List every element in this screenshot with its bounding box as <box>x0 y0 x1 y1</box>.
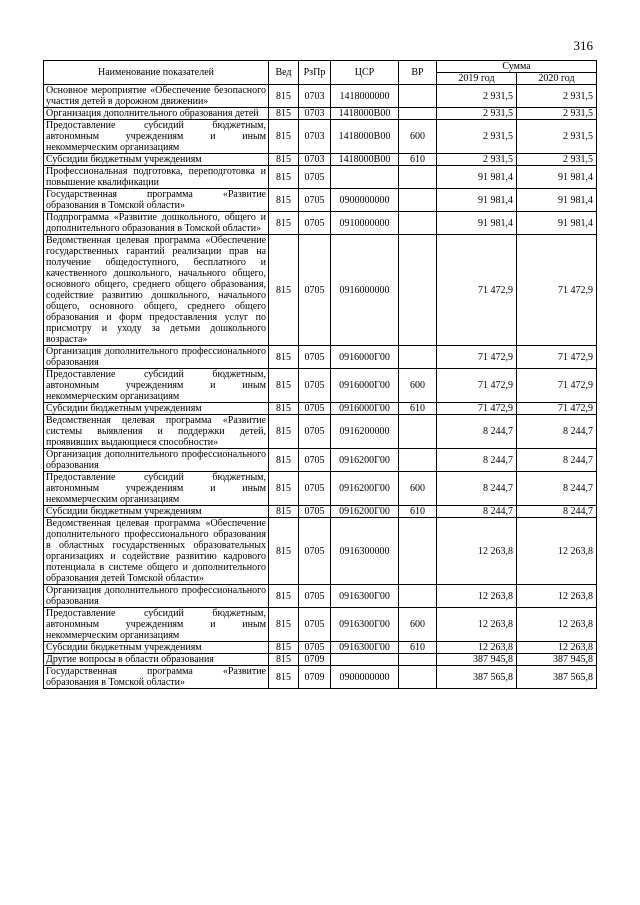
table-row <box>44 585 597 608</box>
row-vr <box>399 108 437 120</box>
row-sum-2019: 91 981,4 <box>437 189 517 212</box>
table-row <box>44 346 597 369</box>
row-sum-2019: 8 244,7 <box>437 506 517 518</box>
row-sum-2020: 8 244,7 <box>517 472 597 506</box>
row-vr <box>399 666 437 689</box>
row-name: Субсидии бюджетным учреждениям <box>44 642 269 654</box>
row-csr: 0916300000 <box>331 518 399 585</box>
row-rzpr: 0709 <box>299 666 331 689</box>
row-name: Организация дополнительного профессионального образования <box>44 449 269 472</box>
row-sum-2020: 12 263,8 <box>517 585 597 608</box>
row-sum-2019: 71 472,9 <box>437 369 517 403</box>
table-row <box>44 120 597 154</box>
header-ved: Вед <box>269 61 299 85</box>
row-csr: 0916200Г00 <box>331 449 399 472</box>
row-csr: 1418000В00 <box>331 120 399 154</box>
row-rzpr: 0705 <box>299 189 331 212</box>
row-sum-2020: 2 931,5 <box>517 85 597 108</box>
row-sum-2020: 8 244,7 <box>517 415 597 449</box>
row-sum-2020: 387 945,8 <box>517 654 597 666</box>
row-vr: 610 <box>399 642 437 654</box>
row-rzpr: 0703 <box>299 108 331 120</box>
row-name: Ведомственная целевая программа «Обеспечение государственных гарантий реализации прав на получение общедоступного, бесплатного и качественного дошкольного, начального общего, основного общего, среднего общего образования, содействие развитию дошкольного, начального общего, основного общего, среднего общего образования и форм предоставления услуг по присмотру и уходу за детьми дошкольного возраста» <box>44 235 269 346</box>
row-csr: 0916200000 <box>331 415 399 449</box>
row-sum-2019: 8 244,7 <box>437 415 517 449</box>
row-csr: 0910000000 <box>331 212 399 235</box>
row-rzpr: 0709 <box>299 654 331 666</box>
row-name: Организация дополнительного профессионального образования <box>44 585 269 608</box>
header-year-2020: 2020 год <box>517 73 597 85</box>
table-row <box>44 449 597 472</box>
row-csr <box>331 654 399 666</box>
row-ved: 815 <box>269 166 299 189</box>
row-rzpr: 0705 <box>299 415 331 449</box>
row-sum-2019: 8 244,7 <box>437 472 517 506</box>
row-sum-2019: 387 565,8 <box>437 666 517 689</box>
row-rzpr: 0705 <box>299 369 331 403</box>
row-name: Предоставление субсидий бюджетным, автономным учреждениям и иным некоммерческим организациям <box>44 608 269 642</box>
row-sum-2020: 91 981,4 <box>517 166 597 189</box>
table-row <box>44 166 597 189</box>
table-row <box>44 403 597 415</box>
row-csr: 0900000000 <box>331 666 399 689</box>
row-csr: 0916000Г00 <box>331 346 399 369</box>
row-rzpr: 0705 <box>299 506 331 518</box>
row-ved: 815 <box>269 120 299 154</box>
row-rzpr: 0705 <box>299 212 331 235</box>
row-ved: 815 <box>269 212 299 235</box>
row-sum-2019: 2 931,5 <box>437 120 517 154</box>
row-ved: 815 <box>269 154 299 166</box>
header-vr: ВР <box>399 61 437 85</box>
row-sum-2019: 2 931,5 <box>437 85 517 108</box>
row-sum-2019: 12 263,8 <box>437 608 517 642</box>
row-name: Предоставление субсидий бюджетным, автономным учреждениям и иным некоммерческим организациям <box>44 120 269 154</box>
row-sum-2020: 12 263,8 <box>517 608 597 642</box>
row-csr: 1418000В00 <box>331 108 399 120</box>
row-vr <box>399 212 437 235</box>
row-ved: 815 <box>269 85 299 108</box>
row-rzpr: 0705 <box>299 518 331 585</box>
row-name: Подпрограмма «Развитие дошкольного, общего и дополнительного образования в Томской области» <box>44 212 269 235</box>
row-sum-2019: 12 263,8 <box>437 585 517 608</box>
table-row <box>44 654 597 666</box>
row-vr <box>399 415 437 449</box>
row-sum-2020: 387 565,8 <box>517 666 597 689</box>
row-vr: 610 <box>399 403 437 415</box>
table-row <box>44 415 597 449</box>
row-ved: 815 <box>269 189 299 212</box>
row-sum-2019: 71 472,9 <box>437 403 517 415</box>
row-csr <box>331 166 399 189</box>
row-sum-2019: 91 981,4 <box>437 212 517 235</box>
row-rzpr: 0703 <box>299 85 331 108</box>
row-ved: 815 <box>269 108 299 120</box>
row-vr: 600 <box>399 120 437 154</box>
row-rzpr: 0705 <box>299 472 331 506</box>
table-row <box>44 472 597 506</box>
table-row <box>44 369 597 403</box>
header-sum: Сумма <box>437 61 597 73</box>
row-vr: 600 <box>399 608 437 642</box>
header-csr: ЦСР <box>331 61 399 85</box>
table-row <box>44 506 597 518</box>
row-ved: 815 <box>269 518 299 585</box>
row-name: Государственная программа «Развитие образования в Томской области» <box>44 189 269 212</box>
row-csr: 0916000Г00 <box>331 369 399 403</box>
row-name: Субсидии бюджетным учреждениям <box>44 403 269 415</box>
row-ved: 815 <box>269 415 299 449</box>
budget-table <box>43 60 597 689</box>
row-vr <box>399 189 437 212</box>
row-vr <box>399 518 437 585</box>
row-sum-2020: 91 981,4 <box>517 212 597 235</box>
row-ved: 815 <box>269 346 299 369</box>
row-name: Ведомственная целевая программа «Обеспечение дополнительного профессионального образования в областных государственных образовательных организациях и содействие развитию кадрового потенциала в системе общего и дополнительного образования детей Томской области» <box>44 518 269 585</box>
row-ved: 815 <box>269 642 299 654</box>
row-sum-2020: 2 931,5 <box>517 154 597 166</box>
row-ved: 815 <box>269 369 299 403</box>
row-rzpr: 0705 <box>299 608 331 642</box>
row-sum-2019: 12 263,8 <box>437 642 517 654</box>
row-rzpr: 0705 <box>299 449 331 472</box>
table-row <box>44 85 597 108</box>
row-name: Ведомственная целевая программа «Развитие системы выявления и поддержки детей, проявивших выдающиеся способности» <box>44 415 269 449</box>
row-ved: 815 <box>269 585 299 608</box>
row-name: Предоставление субсидий бюджетным, автономным учреждениям и иным некоммерческим организациям <box>44 369 269 403</box>
row-csr: 0916200Г00 <box>331 472 399 506</box>
row-ved: 815 <box>269 472 299 506</box>
row-csr: 0916000000 <box>331 235 399 346</box>
row-rzpr: 0705 <box>299 166 331 189</box>
row-ved: 815 <box>269 235 299 346</box>
row-vr <box>399 166 437 189</box>
row-sum-2019: 91 981,4 <box>437 166 517 189</box>
row-rzpr: 0703 <box>299 120 331 154</box>
row-sum-2020: 71 472,9 <box>517 235 597 346</box>
row-sum-2019: 2 931,5 <box>437 154 517 166</box>
table-row <box>44 235 597 346</box>
row-vr: 600 <box>399 472 437 506</box>
row-sum-2020: 2 931,5 <box>517 108 597 120</box>
row-sum-2019: 12 263,8 <box>437 518 517 585</box>
row-ved: 815 <box>269 608 299 642</box>
row-name: Основное мероприятие «Обеспечение безопасного участия детей в дорожном движении» <box>44 85 269 108</box>
row-sum-2019: 387 945,8 <box>437 654 517 666</box>
table-row <box>44 154 597 166</box>
row-vr <box>399 85 437 108</box>
table-row <box>44 108 597 120</box>
row-csr: 1418000000 <box>331 85 399 108</box>
row-rzpr: 0703 <box>299 154 331 166</box>
row-ved: 815 <box>269 654 299 666</box>
table-row <box>44 666 597 689</box>
header-rzpr: РзПр <box>299 61 331 85</box>
row-ved: 815 <box>269 506 299 518</box>
header-name: Наименование показателей <box>44 61 269 85</box>
row-rzpr: 0705 <box>299 346 331 369</box>
row-csr: 0916000Г00 <box>331 403 399 415</box>
row-csr: 0900000000 <box>331 189 399 212</box>
row-sum-2019: 2 931,5 <box>437 108 517 120</box>
row-rzpr: 0705 <box>299 585 331 608</box>
row-name: Субсидии бюджетным учреждениям <box>44 506 269 518</box>
row-name: Организация дополнительного профессионального образования <box>44 346 269 369</box>
table-header <box>44 61 597 85</box>
row-vr <box>399 654 437 666</box>
row-vr <box>399 235 437 346</box>
row-sum-2020: 12 263,8 <box>517 642 597 654</box>
row-sum-2020: 8 244,7 <box>517 506 597 518</box>
row-vr: 610 <box>399 506 437 518</box>
row-sum-2019: 8 244,7 <box>437 449 517 472</box>
row-name: Государственная программа «Развитие образования в Томской области» <box>44 666 269 689</box>
row-rzpr: 0705 <box>299 235 331 346</box>
table-row <box>44 212 597 235</box>
row-vr: 610 <box>399 154 437 166</box>
row-name: Субсидии бюджетным учреждениям <box>44 154 269 166</box>
page-number: 316 <box>573 38 593 53</box>
row-sum-2019: 71 472,9 <box>437 235 517 346</box>
row-ved: 815 <box>269 666 299 689</box>
table-body <box>44 85 597 689</box>
row-rzpr: 0705 <box>299 642 331 654</box>
row-csr: 0916300Г00 <box>331 608 399 642</box>
row-ved: 815 <box>269 449 299 472</box>
table-row <box>44 608 597 642</box>
row-name: Другие вопросы в области образования <box>44 654 269 666</box>
row-sum-2020: 71 472,9 <box>517 403 597 415</box>
table-row <box>44 189 597 212</box>
row-csr: 1418000В00 <box>331 154 399 166</box>
row-sum-2020: 71 472,9 <box>517 369 597 403</box>
row-name: Профессиональная подготовка, переподготовка и повышение квалификации <box>44 166 269 189</box>
row-csr: 0916300Г00 <box>331 585 399 608</box>
row-sum-2020: 71 472,9 <box>517 346 597 369</box>
row-sum-2020: 8 244,7 <box>517 449 597 472</box>
row-vr <box>399 585 437 608</box>
row-vr: 600 <box>399 369 437 403</box>
table-row <box>44 642 597 654</box>
row-rzpr: 0705 <box>299 403 331 415</box>
row-vr <box>399 449 437 472</box>
row-name: Предоставление субсидий бюджетным, автономным учреждениям и иным некоммерческим организациям <box>44 472 269 506</box>
row-sum-2020: 2 931,5 <box>517 120 597 154</box>
row-csr: 0916200Г00 <box>331 506 399 518</box>
row-vr <box>399 346 437 369</box>
row-csr: 0916300Г00 <box>331 642 399 654</box>
row-ved: 815 <box>269 403 299 415</box>
row-name: Организация дополнительного образования детей <box>44 108 269 120</box>
row-sum-2020: 12 263,8 <box>517 518 597 585</box>
row-sum-2019: 71 472,9 <box>437 346 517 369</box>
table-row <box>44 518 597 585</box>
row-sum-2020: 91 981,4 <box>517 189 597 212</box>
header-year-2019: 2019 год <box>437 73 517 85</box>
